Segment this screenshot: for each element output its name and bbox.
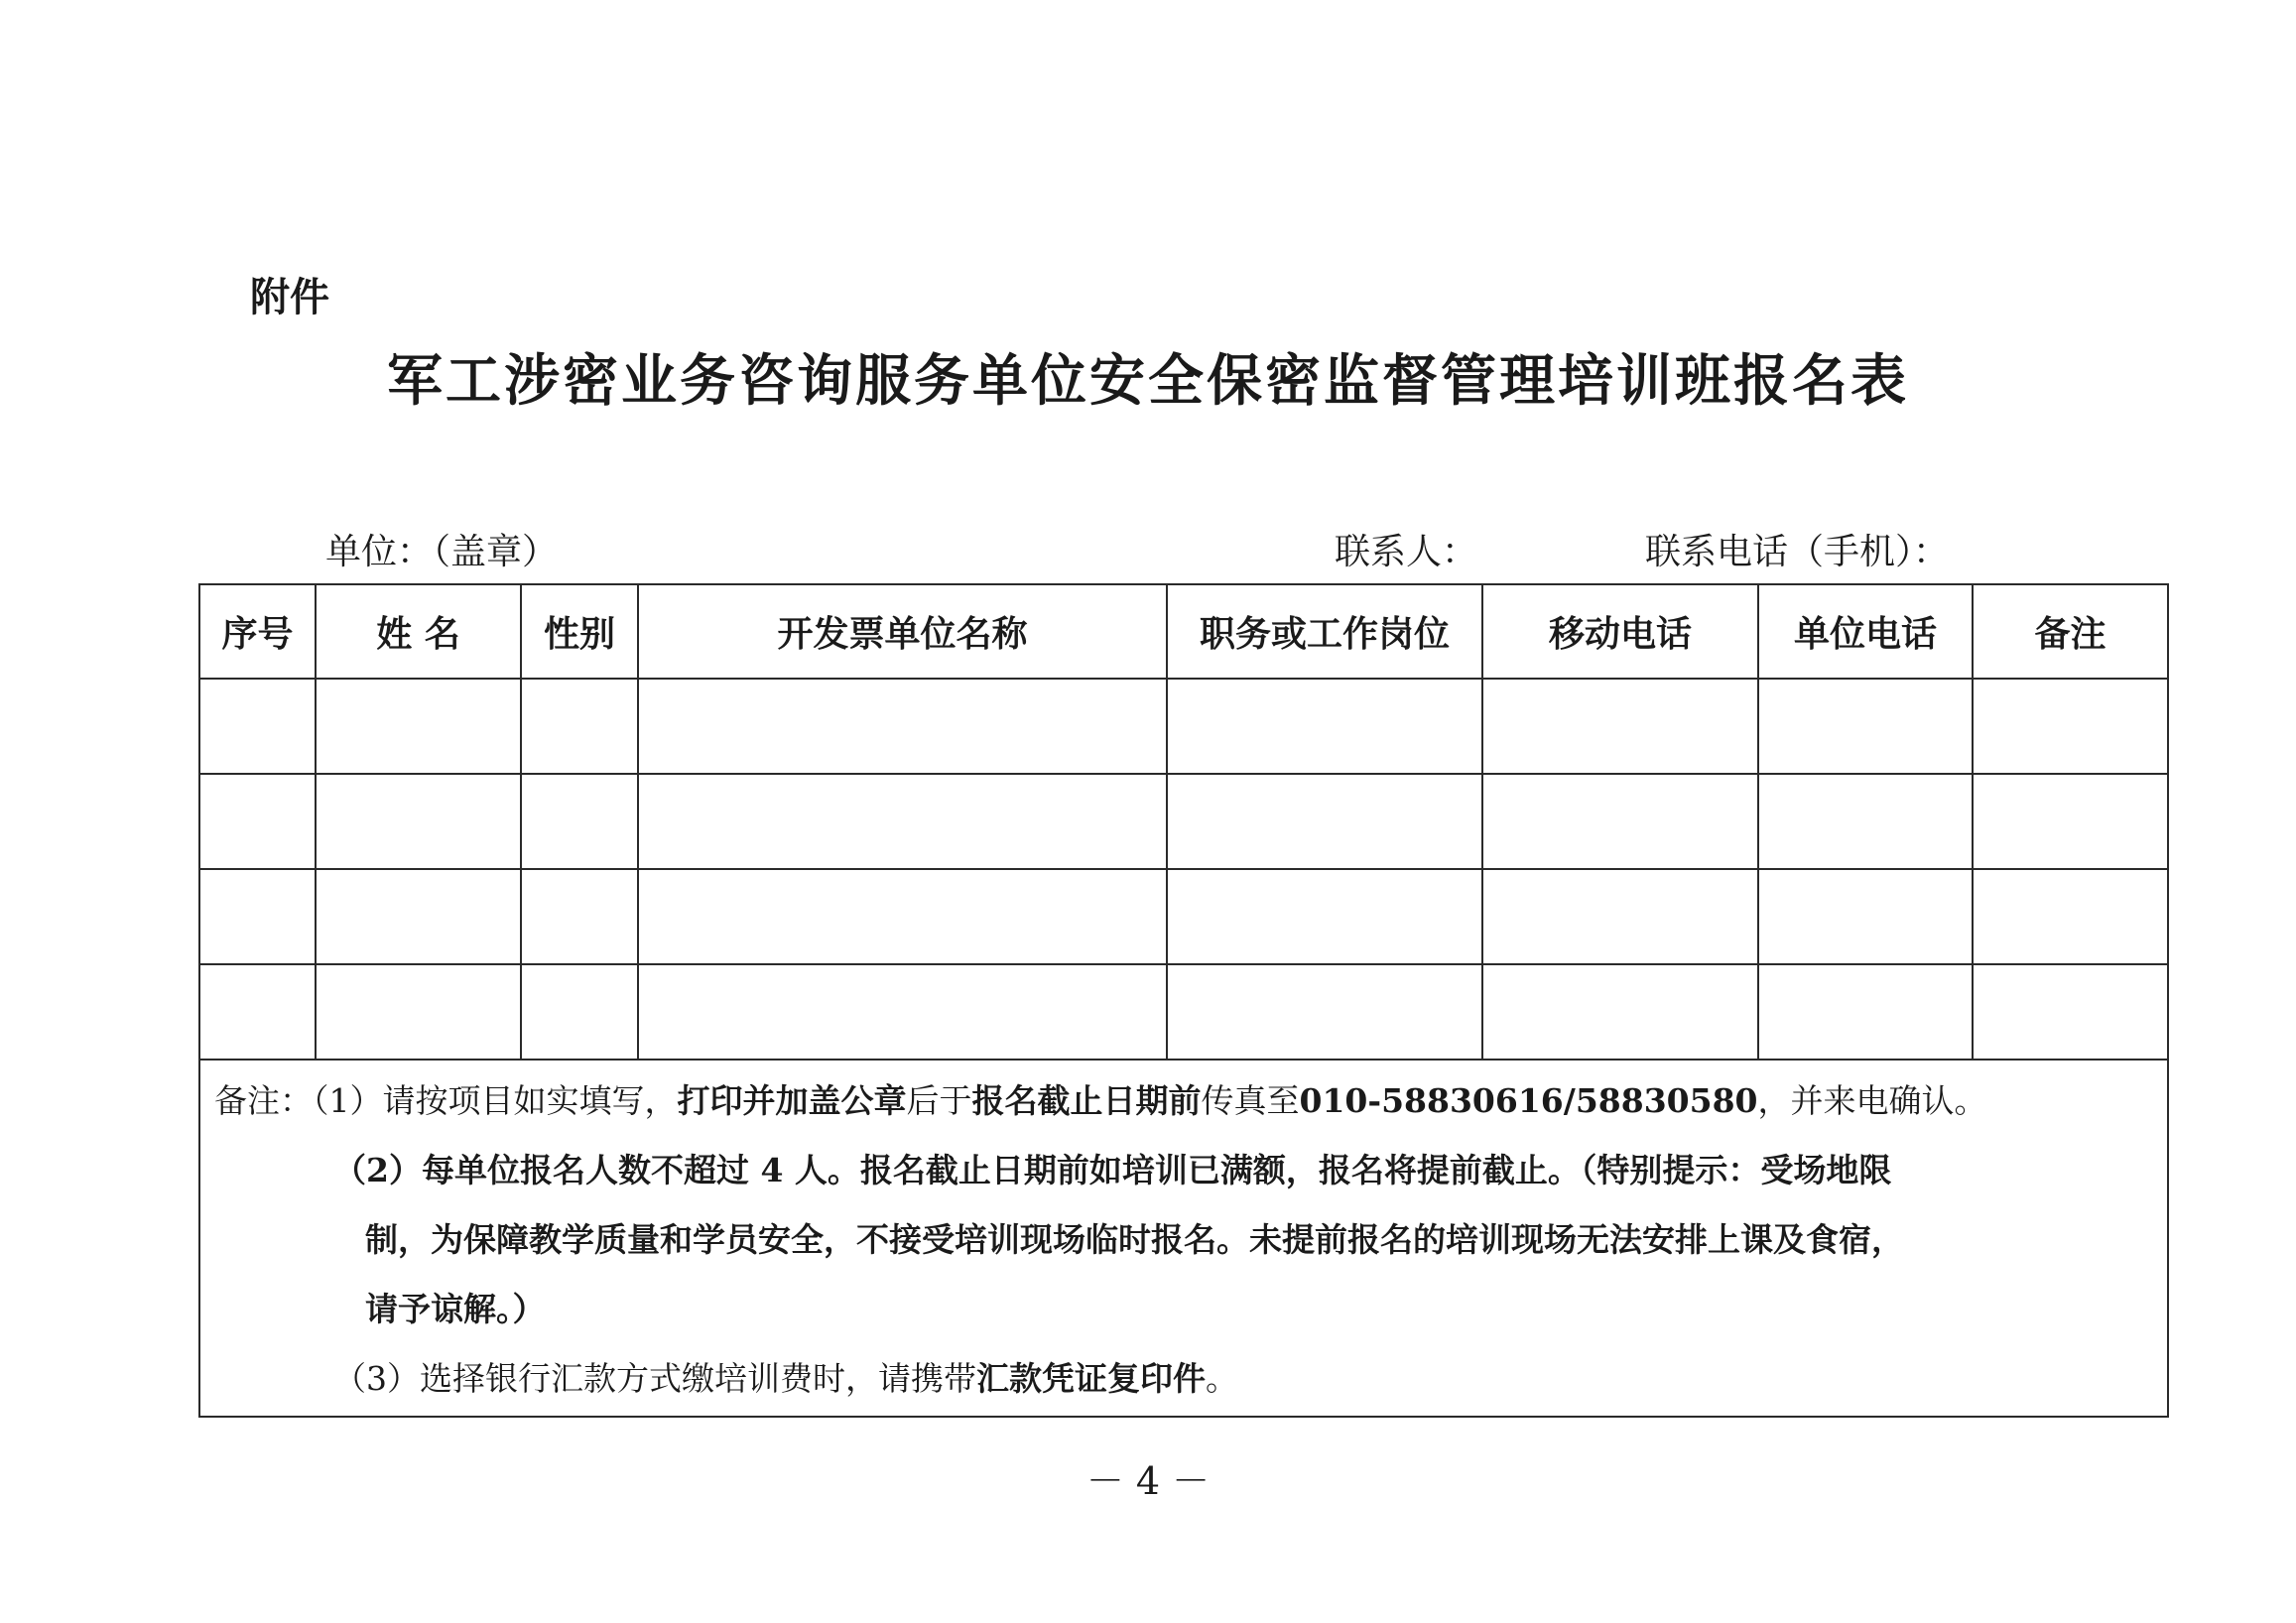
col-header-invoice-unit: 开发票单位名称 xyxy=(638,584,1167,679)
table-cell[interactable] xyxy=(521,964,638,1060)
table-cell[interactable] xyxy=(638,964,1167,1060)
registration-table xyxy=(198,583,2169,1418)
table-cell[interactable] xyxy=(1482,964,1758,1060)
table-cell[interactable] xyxy=(1973,869,2168,964)
table-cell[interactable] xyxy=(1758,964,1973,1060)
table-cell[interactable] xyxy=(1973,964,2168,1060)
note-1 xyxy=(214,1066,2153,1136)
table-cell[interactable] xyxy=(638,774,1167,869)
fax-number: 010-58830616/58830580 xyxy=(1299,1081,1758,1120)
col-header-unit-phone: 单位电话 xyxy=(1758,584,1973,679)
table-row xyxy=(199,774,2168,869)
table-cell[interactable] xyxy=(638,679,1167,774)
attachment-label: 附件 xyxy=(250,275,329,320)
table-cell[interactable] xyxy=(1758,679,1973,774)
table-cell[interactable] xyxy=(1167,964,1482,1060)
contact-field-label: 联系人： xyxy=(1335,532,1478,572)
table-row xyxy=(199,679,2168,774)
table-header-row xyxy=(199,584,2168,679)
table-cell[interactable] xyxy=(316,869,521,964)
col-header-position: 职务或工作岗位 xyxy=(1167,584,1482,679)
col-header-seq: 序号 xyxy=(199,584,316,679)
note-1-text: （1）请按项目如实填写， xyxy=(313,1081,678,1120)
table-cell[interactable] xyxy=(521,679,638,774)
note-3-text: （3）选择银行汇款方式缴培训费时，请携带 xyxy=(333,1359,976,1398)
document-title: 军工涉密业务咨询服务单位安全保密监督管理培训班报名表 xyxy=(387,348,1909,414)
col-header-mobile: 移动电话 xyxy=(1482,584,1758,679)
table-cell[interactable] xyxy=(521,774,638,869)
note-2-line-3: 请予谅解。） xyxy=(365,1290,546,1328)
col-header-remarks: 备注 xyxy=(1973,584,2168,679)
unit-field-label: 单位：（盖章） xyxy=(325,532,559,572)
table-cell[interactable] xyxy=(199,774,316,869)
table-cell[interactable] xyxy=(638,869,1167,964)
note-1-text: 后于 xyxy=(906,1081,972,1120)
table-cell[interactable] xyxy=(199,964,316,1060)
table-cell[interactable] xyxy=(1167,774,1482,869)
table-cell[interactable] xyxy=(1482,774,1758,869)
table-cell[interactable] xyxy=(1482,869,1758,964)
table-cell[interactable] xyxy=(316,964,521,1060)
table-cell[interactable] xyxy=(199,869,316,964)
note-2-line-1: （2）每单位报名人数不超过 4 人。报名截止日期前如培训已满额，报名将提前截止。（特别提示：受场地限 xyxy=(333,1151,1892,1189)
note-1-text: ，并来电确认。 xyxy=(1757,1081,1987,1120)
note-1-emphasis-stamp: 打印并加盖公章 xyxy=(677,1081,907,1120)
table-row xyxy=(199,964,2168,1060)
table-cell[interactable] xyxy=(521,869,638,964)
note-3-text: 。 xyxy=(1206,1359,1238,1398)
phone-field-label: 联系电话（手机）： xyxy=(1645,532,1950,572)
note-1-text: 传真至 xyxy=(1201,1081,1300,1120)
note-1-emphasis-deadline: 报名截止日期前 xyxy=(971,1081,1202,1120)
table-cell[interactable] xyxy=(1167,679,1482,774)
note-3-emphasis: 汇款凭证复印件 xyxy=(976,1359,1206,1398)
notes-cell xyxy=(199,1060,2168,1417)
table-cell[interactable] xyxy=(1482,679,1758,774)
col-header-gender: 性别 xyxy=(521,584,638,679)
table-cell[interactable] xyxy=(1758,774,1973,869)
table-cell[interactable] xyxy=(1167,869,1482,964)
table-cell[interactable] xyxy=(316,679,521,774)
note-2-line-2: 制，为保障教学质量和学员安全，不接受培训现场临时报名。未提前报名的培训现场无法安排上课及食宿， xyxy=(365,1220,1904,1259)
table-cell[interactable] xyxy=(1973,679,2168,774)
page-number: － 4 － xyxy=(1085,1459,1211,1503)
notes-row xyxy=(199,1060,2168,1417)
table-cell[interactable] xyxy=(1758,869,1973,964)
table-row xyxy=(199,869,2168,964)
table-cell[interactable] xyxy=(199,679,316,774)
table-cell[interactable] xyxy=(1973,774,2168,869)
note-3 xyxy=(214,1344,2153,1414)
notes-prefix: 备注： xyxy=(214,1081,313,1120)
table-cell[interactable] xyxy=(316,774,521,869)
col-header-name: 姓 名 xyxy=(316,584,521,679)
